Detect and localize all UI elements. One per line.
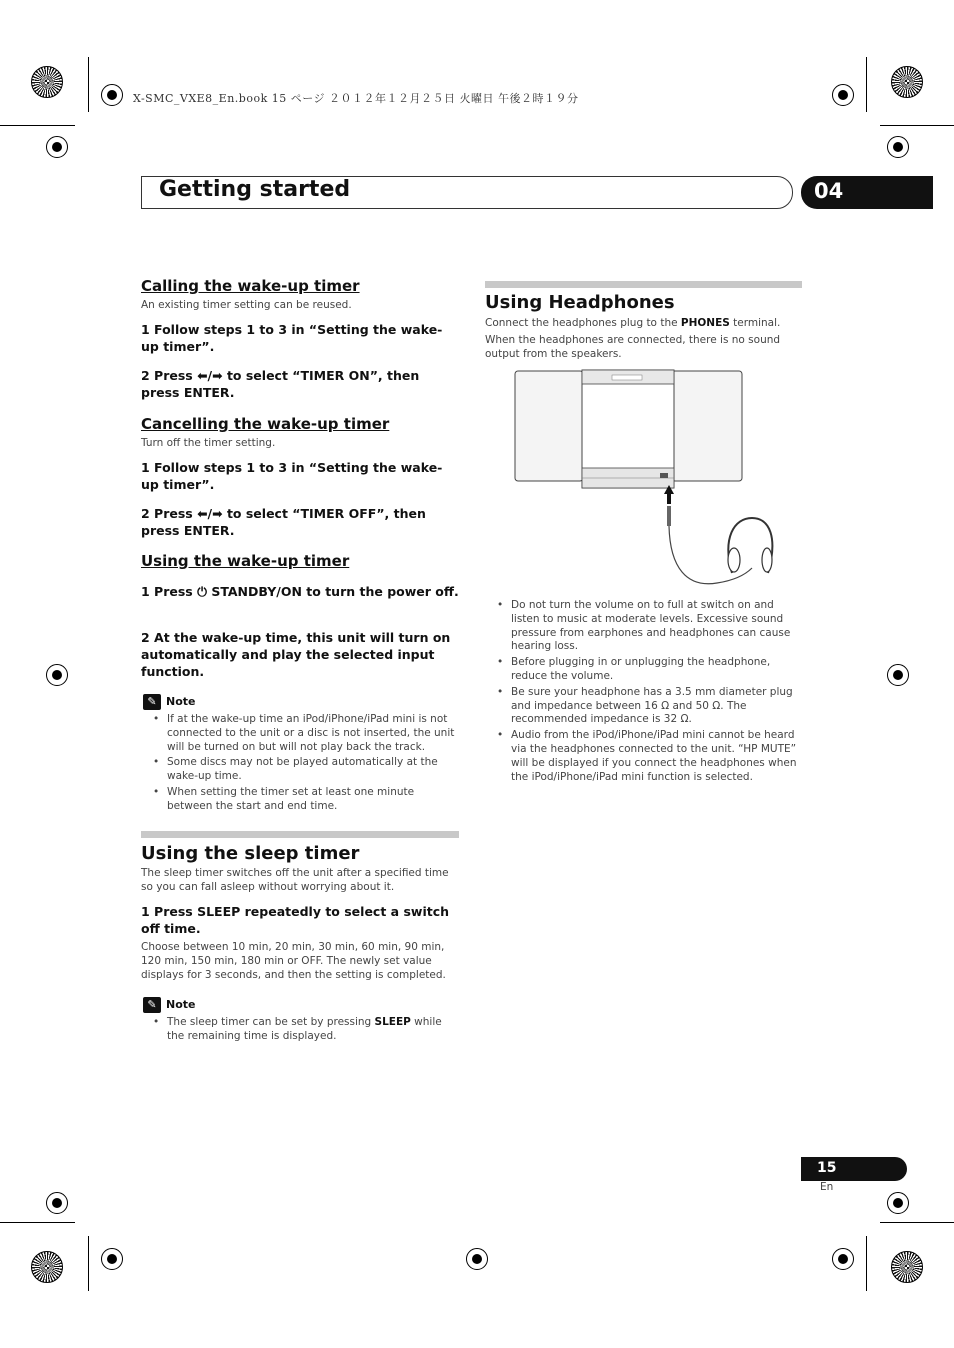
list-item: • Be sure your headphone has a 3.5 mm diameter plug and impedance between 16 Ω and 50 Ω. The recommended impedance is 32 Ω. xyxy=(485,686,805,727)
section-divider xyxy=(141,831,459,838)
page-number: 15 xyxy=(817,1160,837,1176)
registration-rosette xyxy=(31,66,63,98)
list-item: • Some discs may not be played automatically at the wake-up time. xyxy=(141,756,461,784)
crop-mark xyxy=(880,1222,954,1223)
pencil-icon: ✎ xyxy=(143,694,161,710)
headphones-desc-2: When the headphones are connected, there is no sound output from the speakers. xyxy=(485,334,781,360)
pencil-icon: ✎ xyxy=(143,997,161,1013)
crop-mark xyxy=(0,1222,75,1223)
registration-mark xyxy=(887,664,909,686)
headphones-heading: Using Headphones xyxy=(485,292,675,313)
note-bold: SLEEP xyxy=(374,1016,411,1028)
note-label: Note xyxy=(166,695,196,708)
crop-mark xyxy=(88,57,89,112)
using-wakeup-heading: Using the wake-up timer xyxy=(141,552,350,570)
registration-mark xyxy=(101,1248,123,1270)
note-header xyxy=(143,691,195,710)
registration-mark xyxy=(46,664,68,686)
cancelling-step-1: 1 Follow steps 1 to 3 in “Setting the wake-up timer”. xyxy=(141,460,443,492)
print-metadata: X-SMC_VXE8_En.book 15 ページ ２０１２年１２月２５日 火曜日 午後２時１９分 xyxy=(133,92,579,105)
list-item: • When setting the timer set at least one minute between the start and end time. xyxy=(141,786,461,814)
registration-rosette xyxy=(891,1251,923,1283)
page-number-tab xyxy=(801,1157,907,1181)
registration-mark xyxy=(46,136,68,158)
desc-text: terminal. xyxy=(729,317,781,329)
registration-mark xyxy=(832,84,854,106)
crop-mark xyxy=(880,125,954,126)
registration-mark xyxy=(466,1248,488,1270)
registration-mark xyxy=(46,1192,68,1214)
note-text: The sleep timer can be set by pressing xyxy=(167,1016,375,1028)
note-header xyxy=(143,994,195,1013)
phones-term: PHONES xyxy=(680,317,730,329)
registration-mark xyxy=(887,136,909,158)
crop-mark xyxy=(0,125,75,126)
registration-mark xyxy=(101,84,123,106)
registration-rosette xyxy=(31,1251,63,1283)
sleep-step-1: 1 Press SLEEP repeatedly to select a switch off time. xyxy=(141,904,450,936)
sleep-heading: Using the sleep timer xyxy=(141,843,360,864)
using-step-2: 2 At the wake-up time, this unit will turn on automatically and play the selected input function. xyxy=(141,630,451,679)
note-label: Note xyxy=(166,998,196,1011)
crop-mark xyxy=(88,1236,89,1291)
note-list xyxy=(141,1016,461,1046)
calling-desc: An existing timer setting can be reused. xyxy=(141,299,352,311)
note-list xyxy=(141,713,461,816)
note-text: while the remaining time is displayed. xyxy=(167,1016,442,1042)
list-item: • Before plugging in or unplugging the headphone, reduce the volume. xyxy=(485,656,805,684)
chapter-number: 04 xyxy=(814,179,844,203)
calling-step-2: 2 Press ⬅/➡ to select “TIMER ON”, then press ENTER. xyxy=(141,368,420,400)
language-code: En xyxy=(820,1181,834,1193)
desc-text: Connect the headphones plug to the xyxy=(485,317,681,329)
section-divider xyxy=(485,281,802,288)
registration-mark xyxy=(832,1248,854,1270)
chapter-tab xyxy=(801,176,933,209)
list-item: • Audio from the iPod/iPhone/iPad mini cannot be heard via the headphones connected to the unit. “HP MUTE” will be displayed if you connect the headphones when the iPod/iPhone/iPad mini function is selected. xyxy=(485,729,805,784)
registration-rosette xyxy=(891,66,923,98)
cancelling-heading: Cancelling the wake-up timer xyxy=(141,415,390,433)
sleep-desc: The sleep timer switches off the unit after a specified time so you can fall asleep without worrying about it. xyxy=(141,867,449,893)
registration-mark xyxy=(887,1192,909,1214)
cancelling-desc: Turn off the timer setting. xyxy=(141,437,276,449)
page-title: Getting started xyxy=(159,177,351,202)
using-step-1: 1 Press ⏻ STANDBY/ON to turn the power off. xyxy=(141,584,459,599)
list-item xyxy=(141,1016,461,1044)
headphones-bullets xyxy=(485,599,805,786)
list-item: • Do not turn the volume on to full at switch on and listen to music at moderate levels. Excessive sound pressure from earphones and headphones can cause hearing loss. xyxy=(485,599,805,654)
cancelling-step-2: 2 Press ⬅/➡ to select “TIMER OFF”, then press ENTER. xyxy=(141,506,426,538)
calling-heading: Calling the wake-up timer xyxy=(141,277,360,295)
crop-mark xyxy=(866,1236,867,1291)
calling-step-1: 1 Follow steps 1 to 3 in “Setting the wake-up timer”. xyxy=(141,322,443,354)
crop-mark xyxy=(866,57,867,112)
list-item: • If at the wake-up time an iPod/iPhone/iPad mini is not connected to the unit or a disc is not inserted, the unit will be turned on but will not play back the track. xyxy=(141,713,461,754)
sleep-body: Choose between 10 min, 20 min, 30 min, 60 min, 90 min, 120 min, 150 min, 180 min or OFF. The newly set value displays for 3 seconds, and then the setting is completed. xyxy=(141,941,446,981)
headphones-illustration xyxy=(512,368,774,594)
headphones-desc xyxy=(485,316,805,330)
